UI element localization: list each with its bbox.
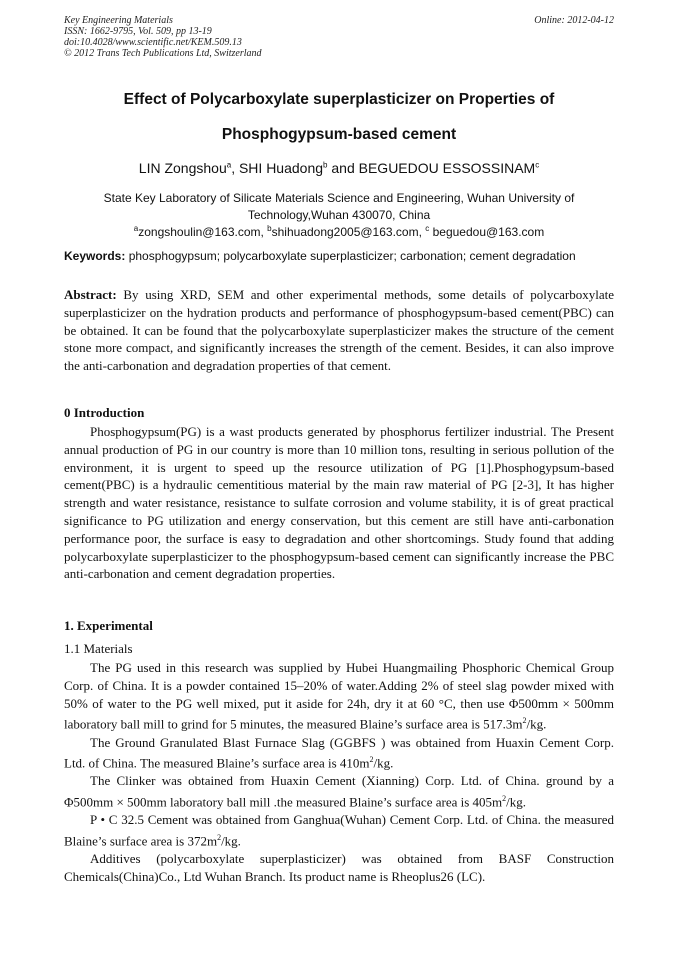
author-affil-marker: a (226, 160, 232, 170)
paragraph: The Ground Granulated Blast Furnace Slag (GGBFS ) was obtained from Huaxin Cement Corp. Ltd. of China. The measured Blaine’s surface area is $410m^2/kg$. (64, 734, 614, 771)
paper-title-line-1: Effect of Polycarboxylate superplasticizer on Properties of (123, 91, 555, 108)
affiliation (64, 190, 614, 241)
paragraph: Additives (polycarboxylate superplasticizer) was obtained from BASF Construction Chemicals(China)Co., Ltd Wuhan Branch. Its product name is Rheoplus26 (LC). (64, 851, 614, 885)
paragraph: Phosphogypsum(PG) is a wast products generated by phosphorus fertilizer industrial. The Present annual production of PG in our country is more than 10 million tons, resulting in serious pollution of the environment, it is urgent to speed up the resource utilization of PG [1].Phosphogypsum-based cement(PBC) is a hydraulic cementitious material by the main raw material of PG [2-3], It has higher strength and water resistance, resistance to sulfate corrosion and volume stability, it is of great practical significance to PG utilization and energy conservation, but this cement are still have anti-carbonation performance poor, the surface is easy to degradation and other shortcomings. Study found that adding polycarboxylate superplasticizer to the phosphogypsum-based cement can significantly increase the PBC anti-carbonation and cement degradation properties. (64, 424, 614, 582)
keywords-text: phosphogypsum; polycarboxylate superplasticizer; carbonation; cement degradation (125, 249, 576, 263)
affiliation-line-2: Technology,Wuhan 430070, China (247, 208, 431, 222)
author-name: SHI Huadong (238, 160, 324, 176)
doi-line: doi:10.4028/www.scientific.net/KEM.509.13 (64, 37, 242, 48)
affiliation-line-1: State Key Laboratory of Silicate Materials Science and Engineering, Wuhan University of (103, 191, 575, 205)
email-marker: c (425, 224, 430, 233)
email-link[interactable]: beguedou@163.com (429, 225, 545, 239)
introduction-body (64, 423, 614, 583)
paragraph: P • C 32.5 Cement was obtained from Ganghua(Wuhan) Cement Corp. Ltd. of China. the measured Blaine’s surface area is $372m^2/kg$. (64, 812, 614, 849)
author-emails (64, 224, 614, 241)
journal-name: Key Engineering Materials (64, 15, 173, 26)
journal-header (64, 15, 262, 59)
author-separator: and (327, 160, 359, 176)
abstract (64, 286, 614, 375)
email-link[interactable]: shihuadong2005@163.com, (271, 225, 426, 239)
section-heading-introduction: 0 Introduction (64, 405, 145, 420)
author-list (40, 160, 638, 176)
author-name: BEGUEDOU ESSOSSINAM (358, 160, 536, 176)
issn-line: ISSN: 1662-9795, Vol. 509, pp 13-19 (64, 26, 212, 37)
materials-body (64, 659, 614, 886)
section-heading-experimental: 1. Experimental (64, 618, 153, 633)
author-affil-marker: c (535, 160, 540, 170)
online-date: Online: 2012-04-12 (534, 15, 614, 26)
email-marker: b (267, 224, 272, 233)
author-name: LIN Zongshou (138, 160, 227, 176)
subsection-heading-materials: 1.1 Materials (64, 641, 133, 656)
keywords-label: Keywords: (64, 249, 126, 263)
paragraph: The Clinker was obtained from Huaxin Cement (Xianning) Corp. Ltd. of China. ground by a Φ500mm × 500mm laboratory ball mill .the measured Blaine’s surface area is $405m^2/kg$. (64, 773, 614, 810)
keywords (64, 249, 614, 263)
email-link[interactable]: zongshoulin@163.com, (138, 225, 268, 239)
abstract-label: Abstract: (64, 287, 117, 302)
abstract-text: By using XRD, SEM and other experimental methods, some details of polycarboxylate superplasticizer on the hydration products and performance of phosphogypsum-based cement(PBC) can be obtained. It can be found that the polycarboxylate superplasticizer makes the structure of the cement stone more compact, and significantly increases the strength of the cement. Besides, it can also improve the anti-carbonation and degradation properties of that cement. (64, 287, 614, 374)
copyright-line: © 2012 Trans Tech Publications Ltd, Switzerland (64, 48, 262, 59)
author-affil-marker: b (323, 160, 328, 170)
author-separator: , (231, 160, 239, 176)
paper-title-line-2: Phosphogypsum-based cement (221, 126, 457, 143)
paragraph: The PG used in this research was supplied by Hubei Huangmailing Phosphoric Chemical Group Corp. of China. It is a powder contained 15–20% of water.Adding 2% of steel slag powder mixed with 50% of water to the PG well mixed, put it aside for 24h, dry it at 60 °C, then use Φ500mm × 500mm laboratory ball mill to grind for 5 minutes, the measured Blaine’s surface area is $517.3m^2/kg$. (64, 660, 614, 732)
email-marker: a (133, 224, 139, 233)
